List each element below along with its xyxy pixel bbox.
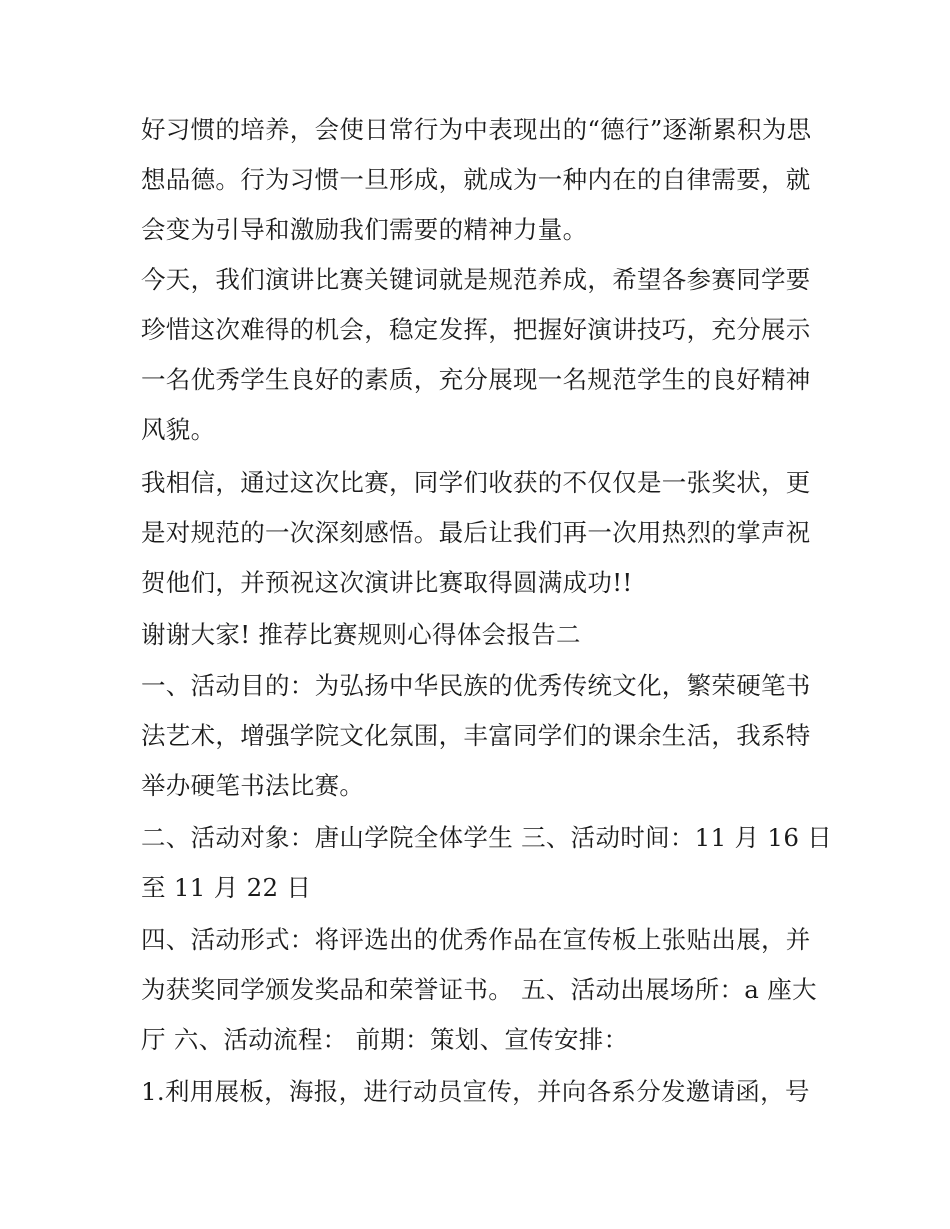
text-line: 法艺术，增强学院文化氛围，丰富同学们的课余生活，我系特	[141, 721, 811, 750]
text-line: 是对规范的一次深刻感悟。最后让我们再一次用热烈的掌声祝	[141, 518, 811, 547]
text-line: 厅 六、活动流程： 前期：策划、宣传安排：	[141, 1025, 629, 1054]
text-line: 今天，我们演讲比赛关键词就是规范养成，希望各参赛同学要	[141, 265, 811, 294]
text-line: 我相信，通过这次比赛，同学们收获的不仅仅是一张奖状，更	[141, 468, 811, 497]
text-line: 1.利用展板，海报，进行动员宣传，并向各系分发邀请函，号	[141, 1077, 810, 1106]
text-line: 一名优秀学生良好的素质，充分展现一名规范学生的良好精神	[141, 365, 811, 394]
text-line: 一、活动目的：为弘扬中华民族的优秀传统文化，繁荣硬笔书	[141, 671, 811, 700]
text-line: 举办硬笔书法比赛。	[141, 771, 365, 800]
text-line: 二、活动对象：唐山学院全体学生 三、活动时间：11 月 16 日	[141, 823, 833, 852]
text-line: 至 11 月 22 日	[141, 873, 312, 902]
text-line: 好习惯的培养，会使日常行为中表现出的“德行”逐渐累积为思	[141, 115, 812, 144]
text-line: 想品德。行为习惯一旦形成，就成为一种内在的自律需要，就	[141, 165, 811, 194]
text-line: 为获奖同学颁发奖品和荣誉证书。 五、活动出展场所：a 座大	[141, 975, 817, 1004]
text-line: 贺他们，并预祝这次演讲比赛取得圆满成功!!	[141, 568, 633, 597]
text-line: 风貌。	[141, 415, 216, 444]
text-line: 珍惜这次难得的机会，稳定发挥，把握好演讲技巧，充分展示	[141, 315, 811, 344]
text-line: 四、活动形式：将评选出的优秀作品在宣传板上张贴出展，并	[141, 925, 811, 954]
text-line: 会变为引导和激励我们需要的精神力量。	[141, 215, 588, 244]
text-line: 谢谢大家! 推荐比赛规则心得体会报告二	[141, 620, 581, 649]
